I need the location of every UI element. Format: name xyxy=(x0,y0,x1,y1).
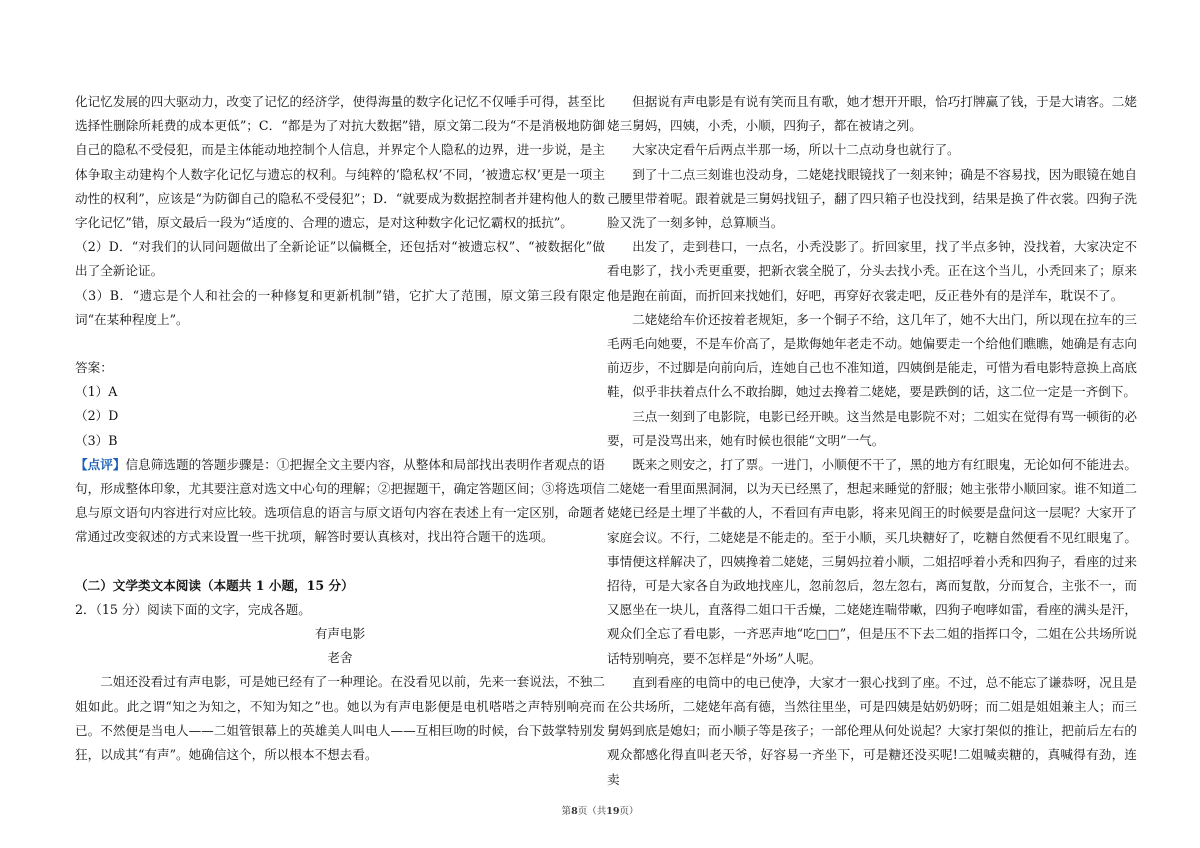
left-column xyxy=(75,90,605,767)
comment-tag: 【点评】 xyxy=(75,456,126,472)
story-title: 有声电影 xyxy=(314,626,366,642)
story-paragraph: 到了十二点三刻谁也没动身，二姥姥找眼镜找了一刻来钟；确是不容易找，因为眼镜在她自己腰里带着呢。跟着就是三舅妈找钮子，翻了四只箱子也没找到，结果是换了件衣裳。四狗子洗脸又洗了一刻多钟，总算顺当。 xyxy=(607,166,1137,231)
story-paragraph: 二姥姥给车价还按着老规矩，多一个铜子不给，这几年了，她不大出门，所以现在拉车的三毛两毛向她要，不是车价高了，是欺侮她年老走不动。她偏要走一个给他们瞧瞧，她确是有志向前迈步，不过脚是向前向后，连她自己也不准知道，四姨倒是能走，可惜为看电影特意换上高底鞋，似乎非扶着点什么不敢抬脚，她过去搀着二姥姥，要是跌倒的话，这二位一定是一齐倒下。 xyxy=(607,311,1137,400)
footer-text: 第 xyxy=(561,806,572,817)
page-number: 8 xyxy=(571,806,578,817)
question-prompt: 2．（15 分）阅读下面的文字，完成各题。 xyxy=(75,601,311,617)
story-paragraph: 出发了，走到巷口，一点名，小秃没影了。折回家里，找了半点多钟，没找着，大家决定不看电影了，找小秃更重要，把新衣裳全脱了，分头去找小秃。正在这个当儿，小秃回来了；原来他是跑在前面，而折回来找她们，好吧，再穿好衣裳走吧，反正巷外有的是洋车，耽误不了。 xyxy=(607,239,1137,303)
answer-item: （2）D xyxy=(75,408,119,424)
story-paragraph: 大家决定看午后两点半那一场，所以十二点动身也就行了。 xyxy=(632,142,960,158)
story-paragraph: 三点一刻到了电影院，电影已经开映。这当然是电影院不对；二姐实在觉得有骂一顿街的必要，可是没骂出来，她有时候也很能“文明”一气。 xyxy=(607,408,1137,448)
analysis-paragraph-1: 化记忆发展的四大驱动力，改变了记忆的经济学，使得海量的数字化记忆不仅唾手可得，甚至比选择性删除所耗费的成本更低”；C．“都是为了对抗大数据”错，原文第二段为“不是消极地防御自己的隐私不受侵犯，而是主体能动地控制个人信息，并界定个人隐私的边界，进一步说，是主体争取主动建构个人数字化记忆与遗忘的权利。与纯粹的‘隐私权’不同，‘被遗忘权’更是一项主动性的权利”，应该是“为防御自己的隐私不受侵犯”；D．“就要成为数据控制者并建构他人的数字化记忆”错，原文最后一段为“适度的、合理的遗忘，是对这种数字化记忆霸权的抵抗”。 xyxy=(75,94,605,231)
comment-paragraph xyxy=(75,453,605,550)
answer-label: 答案： xyxy=(75,360,113,376)
answer-item: （1）A xyxy=(75,384,118,400)
comment-text: 信息筛选题的答题步骤是：①把握全文主要内容，从整体和局部找出表明作者观点的语句，形成整体印象，尤其要注意对选文中心句的理解；②把握题干，确定答题区间；③将选项信息与原文语句内容进行对应比较。选项信息的语言与原文语句内容在表述上有一定区别，命题者常通过改变叙述的方式来设置一些干扰项，解答时要认真核对，找出符合题干的选项。 xyxy=(75,456,606,545)
footer-text: 页） xyxy=(619,806,639,817)
story-paragraph: 直到看座的电筒中的电已使净，大家才一狠心找到了座。不过，总不能忘了谦恭呀，况且是在公共场所，二姥姥年高有德，当然往里坐，可是四姨是姑奶奶呀；而二姐是姐姐兼主人；而三舅妈到底是媳妇；而小顺子等是孩子；一部伦理从何处说起？大家打架似的推让，把前后左右的观众都感化得直叫老天爷，好容易一齐坐下，可是糖还没买呢!二姐喊卖糖的，真喊得有劲，连卖 xyxy=(607,674,1137,787)
story-paragraph: 既来之则安之，打了票。一进门，小顺便不干了，黑的地方有红眼鬼，无论如何不能进去。二姥姥一看里面黑洞洞，以为天已经黑了，想起来睡觉的舒服；她主张带小顺回家。谁不知道二姥姥已经是土埋了半截的人，不看回有声电影，将来见阎王的时候要是盘问这一层呢？大家开了家庭会议。不行，二姥姥是不能走的。至于小顺，买几块糖好了，吃糖自然便看不见红眼鬼了。事情便这样解决了，四姨搀着二姥姥，三舅妈拉着小顺，二姐招呼着小秃和四狗子，看座的过来招待，可是大家各自为政地找座儿，忽前忽后，忽左忽右，离而复散，分而复合，主张不一，而又愿坐在一块儿，直落得二姐口干舌燥，二姥姥连喘带嗽，四狗子咆哮如雷，看座的满头是汗，观众们全忘了看电影，一齐恶声地“吃□□”，但是压不下去二姐的指挥口令，二姐在公共场所说话特别响亮，要不怎样是“外场”人呢。 xyxy=(607,457,1137,666)
section-heading: （二）文学类文本阅读（本题共 1 小题，15 分） xyxy=(75,577,354,593)
page-footer xyxy=(0,803,1200,817)
story-author: 老舍 xyxy=(327,650,353,666)
page-total: 19 xyxy=(606,806,620,817)
spacer xyxy=(75,332,605,356)
answer-item: （3）B xyxy=(75,432,118,448)
analysis-paragraph-2: （2）D．“对我们的认同问题做出了全新论证”以偏概全，还包括对“被遗忘权”、“被数据化”做出了全新论证。 xyxy=(75,239,605,279)
spacer xyxy=(75,550,605,574)
right-column xyxy=(607,90,1137,792)
story-paragraph: 但据说有声电影是有说有笑而且有歌，她才想开开眼，恰巧打牌赢了钱，于是大请客。二姥姥三舅妈，四姨，小秃，小顺，四狗子，都在被请之列。 xyxy=(607,94,1137,134)
analysis-paragraph-3: （3）B．“遗忘是个人和社会的一种修复和更新机制”错，它扩大了范围，原文第三段有限定词“在某种程度上”。 xyxy=(75,287,605,327)
footer-text: 页（共 xyxy=(577,806,607,817)
story-paragraph: 二姐还没看过有声电影，可是她已经有了一种理论。在没看见以前，先来一套说法，不独二姐如此。此之谓“知之为知之，不知为知之”也。她以为有声电影便是电机嗒嗒之声特别响亮而已。不然便是当电人——二姐管银幕上的英雄美人叫电人——互相巨吻的时候，台下鼓掌特别发狂，以成其“有声”。她确信这个，所以根本不想去看。 xyxy=(75,674,605,763)
